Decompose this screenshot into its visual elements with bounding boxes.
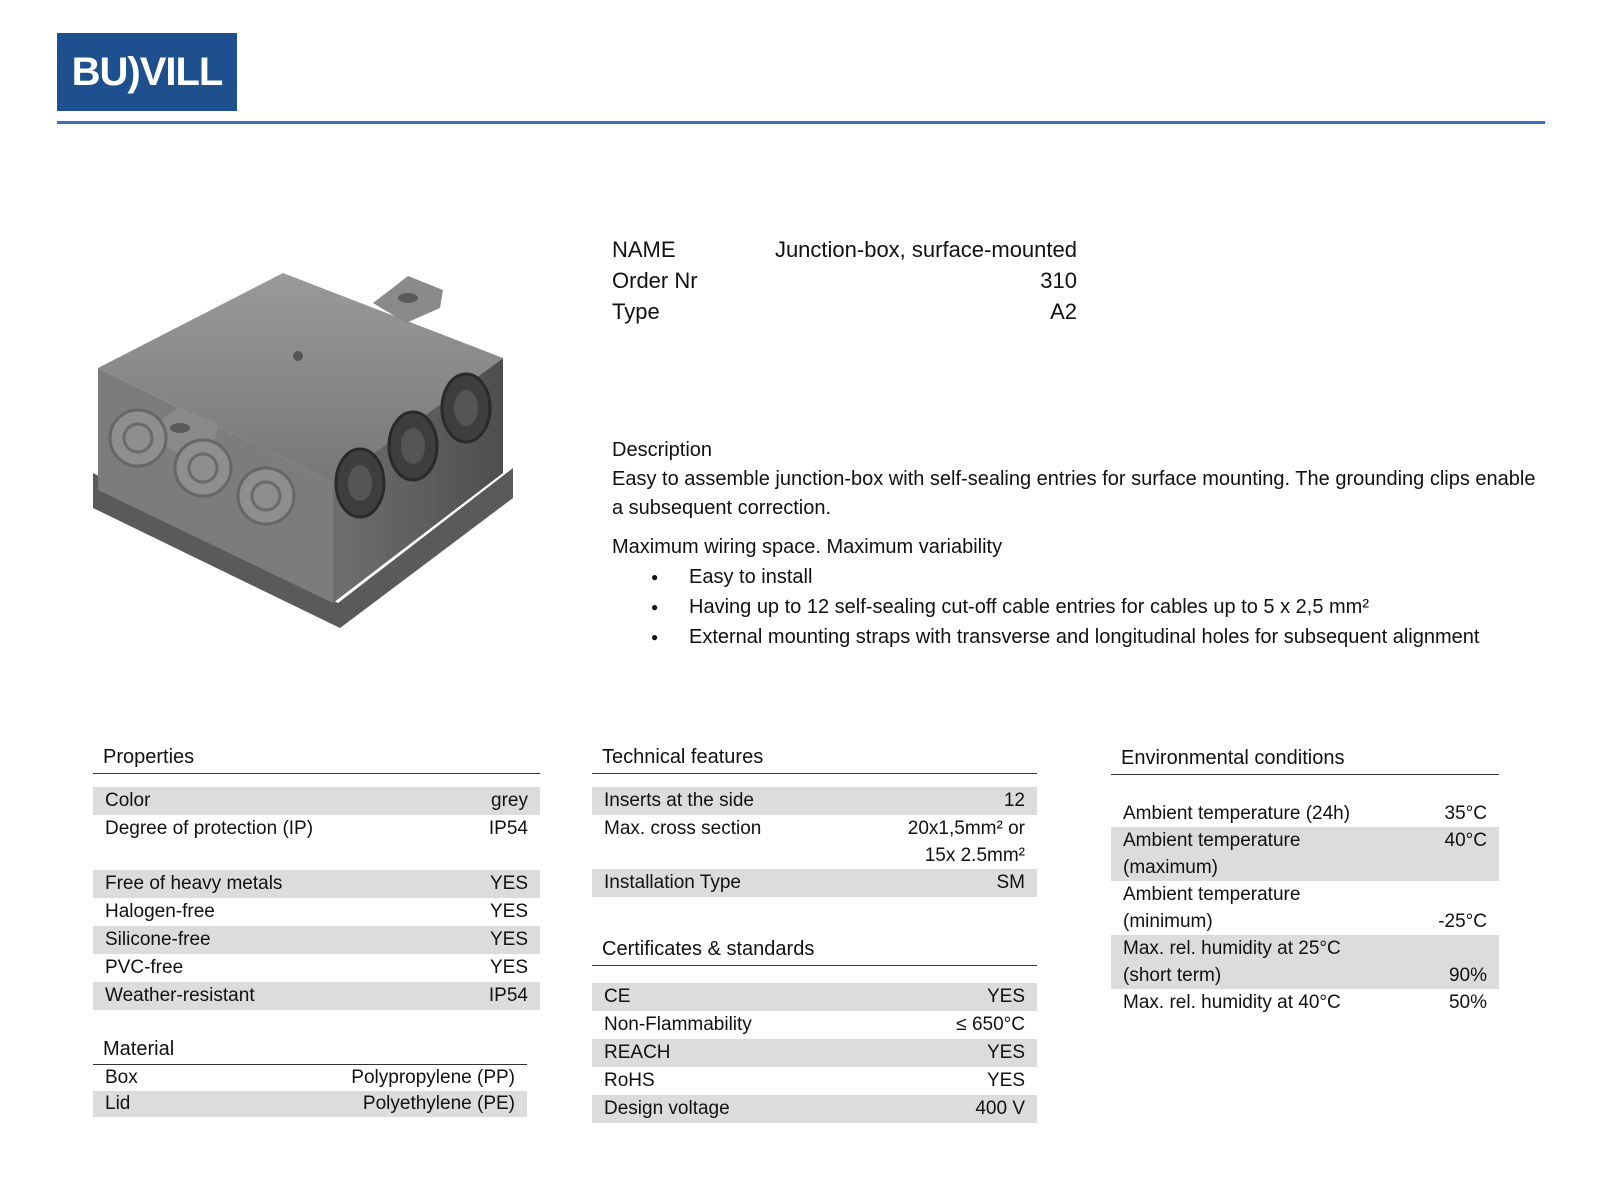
- technical-section: [592, 743, 1037, 897]
- description-title: Description: [612, 439, 713, 461]
- table-row: [93, 870, 540, 898]
- table-row: [93, 926, 540, 954]
- row-value: SM: [996, 872, 1025, 893]
- table-row: [592, 787, 1037, 815]
- row-value: IP54: [488, 818, 528, 839]
- certificates-title: Certificates & standards: [592, 935, 1037, 966]
- row-label: Free of heavy metals: [105, 873, 283, 894]
- header-divider: [57, 121, 1545, 124]
- row-value: grey: [491, 790, 528, 811]
- row-value-line: 15x 2.5mm²: [924, 845, 1025, 866]
- row-label: [1123, 827, 1300, 881]
- row-label: Design voltage: [604, 1098, 730, 1119]
- table-row: [592, 1067, 1037, 1095]
- row-value: YES: [986, 986, 1025, 1007]
- table-row: [93, 815, 540, 843]
- table-row: [592, 869, 1037, 897]
- feature-list: [612, 562, 1552, 652]
- material-title: Material: [93, 1036, 527, 1065]
- table-row: [93, 898, 540, 926]
- brand-logo: [57, 33, 237, 111]
- table-row: [93, 954, 540, 982]
- feature-item: ● External mounting straps with transverse and longitudinal holes for subsequent alignment: [612, 622, 1552, 652]
- row-label: [1123, 935, 1341, 989]
- row-value: YES: [489, 901, 528, 922]
- feature-item: ● Having up to 12 self-sealing cut-off cable entries for cables up to 5 x 2,5 mm²: [612, 592, 1552, 622]
- row-label-line: (short term): [1123, 965, 1222, 986]
- properties-title: Properties: [93, 743, 540, 774]
- row-label-line: (minimum): [1123, 911, 1213, 932]
- table-row: [93, 982, 540, 1010]
- row-label-line: (maximum): [1123, 857, 1218, 878]
- order-nr-row: [612, 265, 1077, 296]
- table-row: [1111, 827, 1499, 881]
- type-label: Type: [612, 299, 660, 324]
- table-row: [592, 1095, 1037, 1123]
- table-row: [1111, 800, 1499, 827]
- table-row: [592, 815, 1037, 869]
- row-label-line: Ambient temperature (24h): [1123, 803, 1351, 824]
- row-label-line: Ambient temperature: [1123, 884, 1301, 905]
- description-text: Easy to assemble junction-box with self-sealing entries for surface mounting. The grounding clips enable a subsequent correction.: [612, 468, 1536, 519]
- row-label: REACH: [604, 1042, 671, 1063]
- row-value: IP54: [488, 985, 528, 1006]
- table-row: [93, 1091, 527, 1117]
- row-value-line: 20x1,5mm² or: [907, 818, 1025, 839]
- row-value: 50%: [1448, 992, 1487, 1013]
- row-value: YES: [489, 957, 528, 978]
- row-label: Halogen-free: [105, 901, 215, 922]
- row-value: 90%: [1448, 965, 1487, 986]
- row-label-line: Max. rel. humidity at 25°C: [1123, 938, 1341, 959]
- row-value: 35°C: [1444, 803, 1487, 824]
- row-value: Polyethylene (PE): [362, 1093, 515, 1114]
- environment-section: [1111, 744, 1499, 1016]
- product-identification: [612, 234, 1077, 327]
- row-value: YES: [986, 1070, 1025, 1091]
- name-value: Junction-box, surface-mounted: [774, 237, 1077, 262]
- row-label: Box: [105, 1067, 138, 1088]
- technical-title: Technical features: [592, 743, 1037, 774]
- row-label: Non-Flammability: [604, 1014, 752, 1035]
- table-row: [592, 1039, 1037, 1067]
- row-label: [1123, 989, 1341, 1016]
- row-label: Weather-resistant: [105, 985, 255, 1006]
- row-label: Color: [105, 790, 151, 811]
- row-label: PVC-free: [105, 957, 184, 978]
- row-label: [1123, 881, 1300, 935]
- row-label: CE: [604, 986, 631, 1007]
- row-value: YES: [489, 873, 528, 894]
- row-label-line: Max. rel. humidity at 40°C: [1123, 992, 1341, 1013]
- row-value: 400 V: [975, 1098, 1025, 1119]
- row-value: YES: [489, 929, 528, 950]
- properties-section: [93, 743, 540, 1010]
- row-value: 40°C: [1444, 830, 1487, 851]
- table-row: [93, 1065, 527, 1091]
- feature-item: ● Easy to install: [612, 562, 1552, 592]
- row-label: RoHS: [604, 1070, 655, 1091]
- brand-logo-text: BU)VILL: [71, 49, 223, 94]
- material-section: [93, 1036, 527, 1117]
- table-row: [592, 983, 1037, 1011]
- description-subtitle: Maximum wiring space. Maximum variability: [612, 536, 1003, 558]
- row-value: 12: [1003, 790, 1025, 811]
- type-value: A2: [1050, 299, 1077, 324]
- row-label: Installation Type: [604, 872, 741, 893]
- row-value: -25°C: [1438, 911, 1487, 932]
- order-nr-label: Order Nr: [612, 268, 698, 293]
- row-label-line: Ambient temperature: [1123, 830, 1301, 851]
- table-row: [93, 787, 540, 815]
- row-label: Silicone-free: [105, 929, 211, 950]
- row-label: [1123, 800, 1350, 827]
- table-row: [592, 1011, 1037, 1039]
- environment-title: Environmental conditions: [1111, 744, 1499, 775]
- name-row: [612, 234, 1077, 265]
- row-value: [908, 815, 1025, 869]
- description-section: [612, 436, 1552, 652]
- junction-box-image: [88, 268, 528, 628]
- table-row: [1111, 989, 1499, 1016]
- order-nr-value: 310: [1040, 268, 1077, 293]
- row-value: Polypropylene (PP): [351, 1067, 515, 1088]
- row-label: Degree of protection (IP): [105, 818, 314, 839]
- table-row: [1111, 935, 1499, 989]
- row-label: Max. cross section: [604, 818, 762, 839]
- name-label: NAME: [612, 237, 676, 262]
- type-row: [612, 296, 1077, 327]
- row-value: ≤ 650°C: [956, 1014, 1025, 1035]
- row-label: Inserts at the side: [604, 790, 754, 811]
- table-row: [1111, 881, 1499, 935]
- row-label: Lid: [105, 1093, 131, 1114]
- certificates-section: [592, 935, 1037, 1123]
- row-value: YES: [986, 1042, 1025, 1063]
